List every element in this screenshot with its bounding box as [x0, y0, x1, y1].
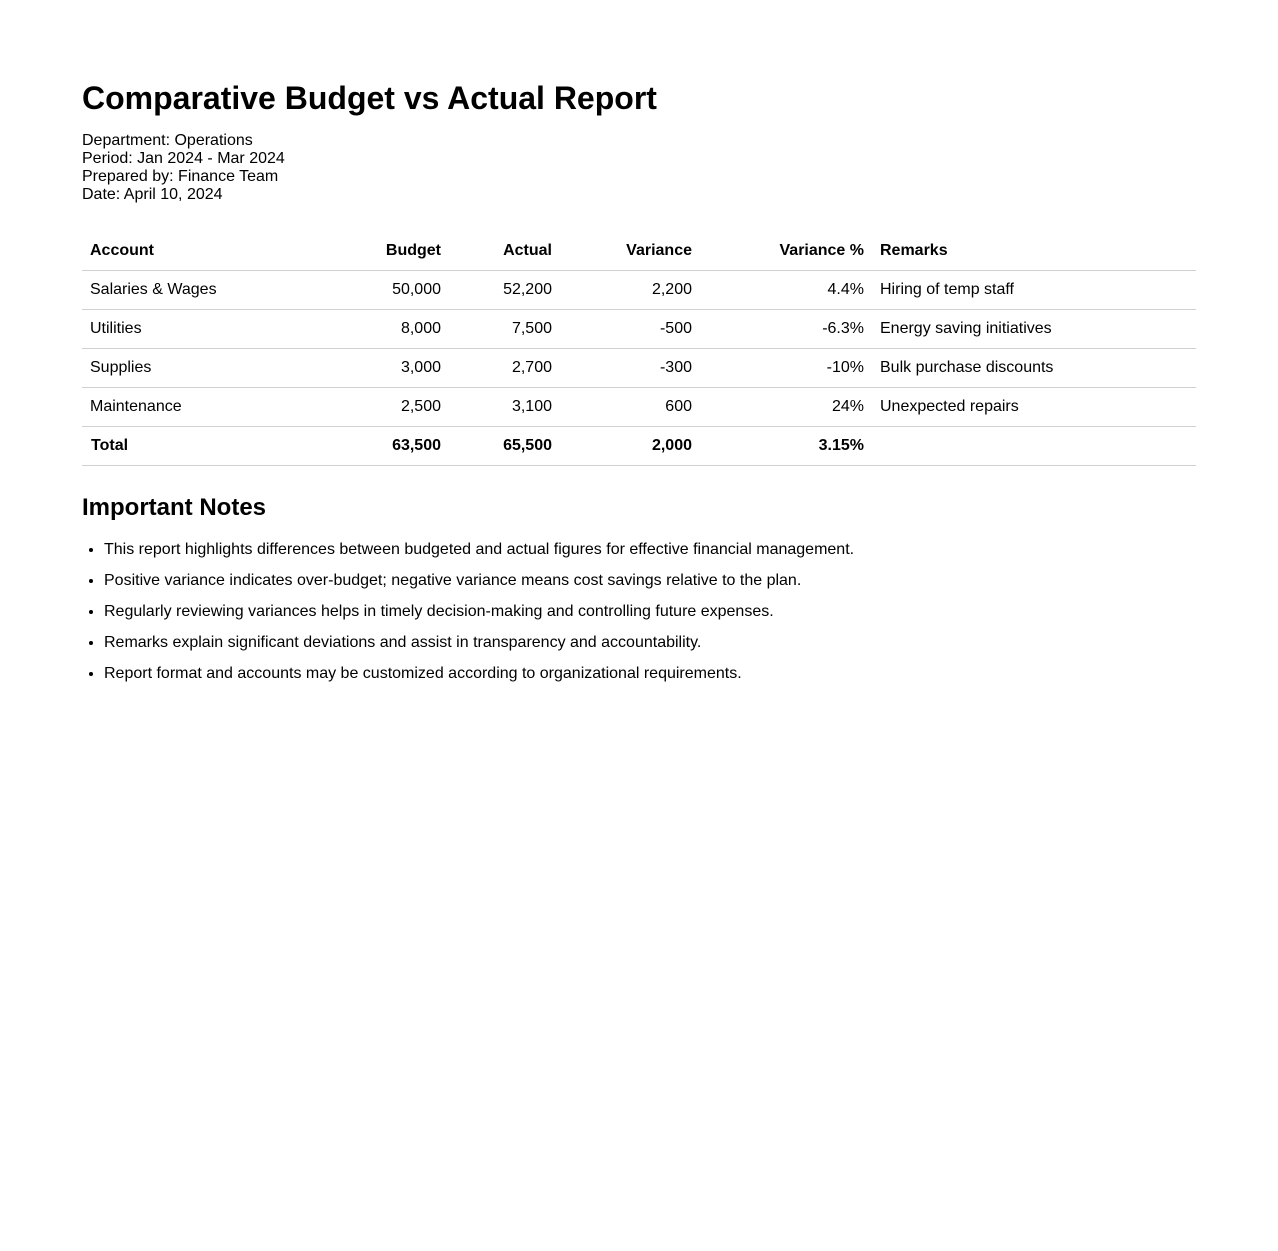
total-variance: 2,000 — [560, 427, 700, 466]
cell-remarks: Energy saving initiatives — [872, 310, 1196, 349]
cell-variance: 2,200 — [560, 271, 700, 310]
header-budget: Budget — [325, 232, 449, 271]
total-account: Total — [82, 427, 325, 466]
cell-remarks: Hiring of temp staff — [872, 271, 1196, 310]
cell-variance: 600 — [560, 388, 700, 427]
cell-account: Maintenance — [82, 388, 325, 427]
list-item: • Report format and accounts may be customized according to organizational requirements. — [104, 665, 1104, 683]
report-meta — [82, 132, 285, 204]
cell-account: Utilities — [82, 310, 325, 349]
cell-variance-pct: -6.3% — [700, 310, 872, 349]
cell-variance-pct: 24% — [700, 388, 872, 427]
list-item: • This report highlights differences between budgeted and actual figures for effective financial management. — [104, 541, 1104, 559]
cell-variance-pct: 4.4% — [700, 271, 872, 310]
cell-actual: 2,700 — [449, 349, 560, 388]
cell-remarks: Bulk purchase discounts — [872, 349, 1196, 388]
table-row — [82, 310, 1196, 349]
meta-date: Date: April 10, 2024 — [82, 186, 223, 203]
table-row — [82, 271, 1196, 310]
cell-variance: -500 — [560, 310, 700, 349]
cell-account: Supplies — [82, 349, 325, 388]
cell-actual: 52,200 — [449, 271, 560, 310]
total-budget: 63,500 — [325, 427, 449, 466]
cell-budget: 2,500 — [325, 388, 449, 427]
report-title: Comparative Budget vs Actual Report — [82, 80, 657, 116]
notes-list — [82, 541, 1104, 696]
table-total-row — [82, 427, 1196, 466]
cell-actual: 7,500 — [449, 310, 560, 349]
cell-variance: -300 — [560, 349, 700, 388]
cell-budget: 8,000 — [325, 310, 449, 349]
total-actual: 65,500 — [449, 427, 560, 466]
notes-heading: Important Notes — [82, 494, 267, 521]
table-row — [82, 388, 1196, 427]
cell-actual: 3,100 — [449, 388, 560, 427]
list-item: • Regularly reviewing variances helps in timely decision-making and controlling future expenses. — [104, 603, 1104, 621]
cell-budget: 3,000 — [325, 349, 449, 388]
cell-account: Salaries & Wages — [82, 271, 325, 310]
meta-period: Period: Jan 2024 - Mar 2024 — [82, 150, 285, 167]
header-variance: Variance — [560, 232, 700, 271]
meta-department: Department: Operations — [82, 132, 253, 149]
table-header-row — [82, 232, 1196, 271]
meta-prepared-by: Prepared by: Finance Team — [82, 168, 279, 185]
cell-budget: 50,000 — [325, 271, 449, 310]
table-row — [82, 349, 1196, 388]
total-remarks — [872, 427, 1196, 466]
cell-variance-pct: -10% — [700, 349, 872, 388]
header-variance-pct: Variance % — [700, 232, 872, 271]
budget-table — [82, 232, 1196, 466]
header-actual: Actual — [449, 232, 560, 271]
list-item: • Positive variance indicates over-budget; negative variance means cost savings relative to the plan. — [104, 572, 1104, 590]
list-item: • Remarks explain significant deviations and assist in transparency and accountability. — [104, 634, 1104, 652]
total-variance-pct: 3.15% — [700, 427, 872, 466]
header-remarks: Remarks — [872, 232, 1196, 271]
header-account: Account — [82, 232, 325, 271]
cell-remarks: Unexpected repairs — [872, 388, 1196, 427]
